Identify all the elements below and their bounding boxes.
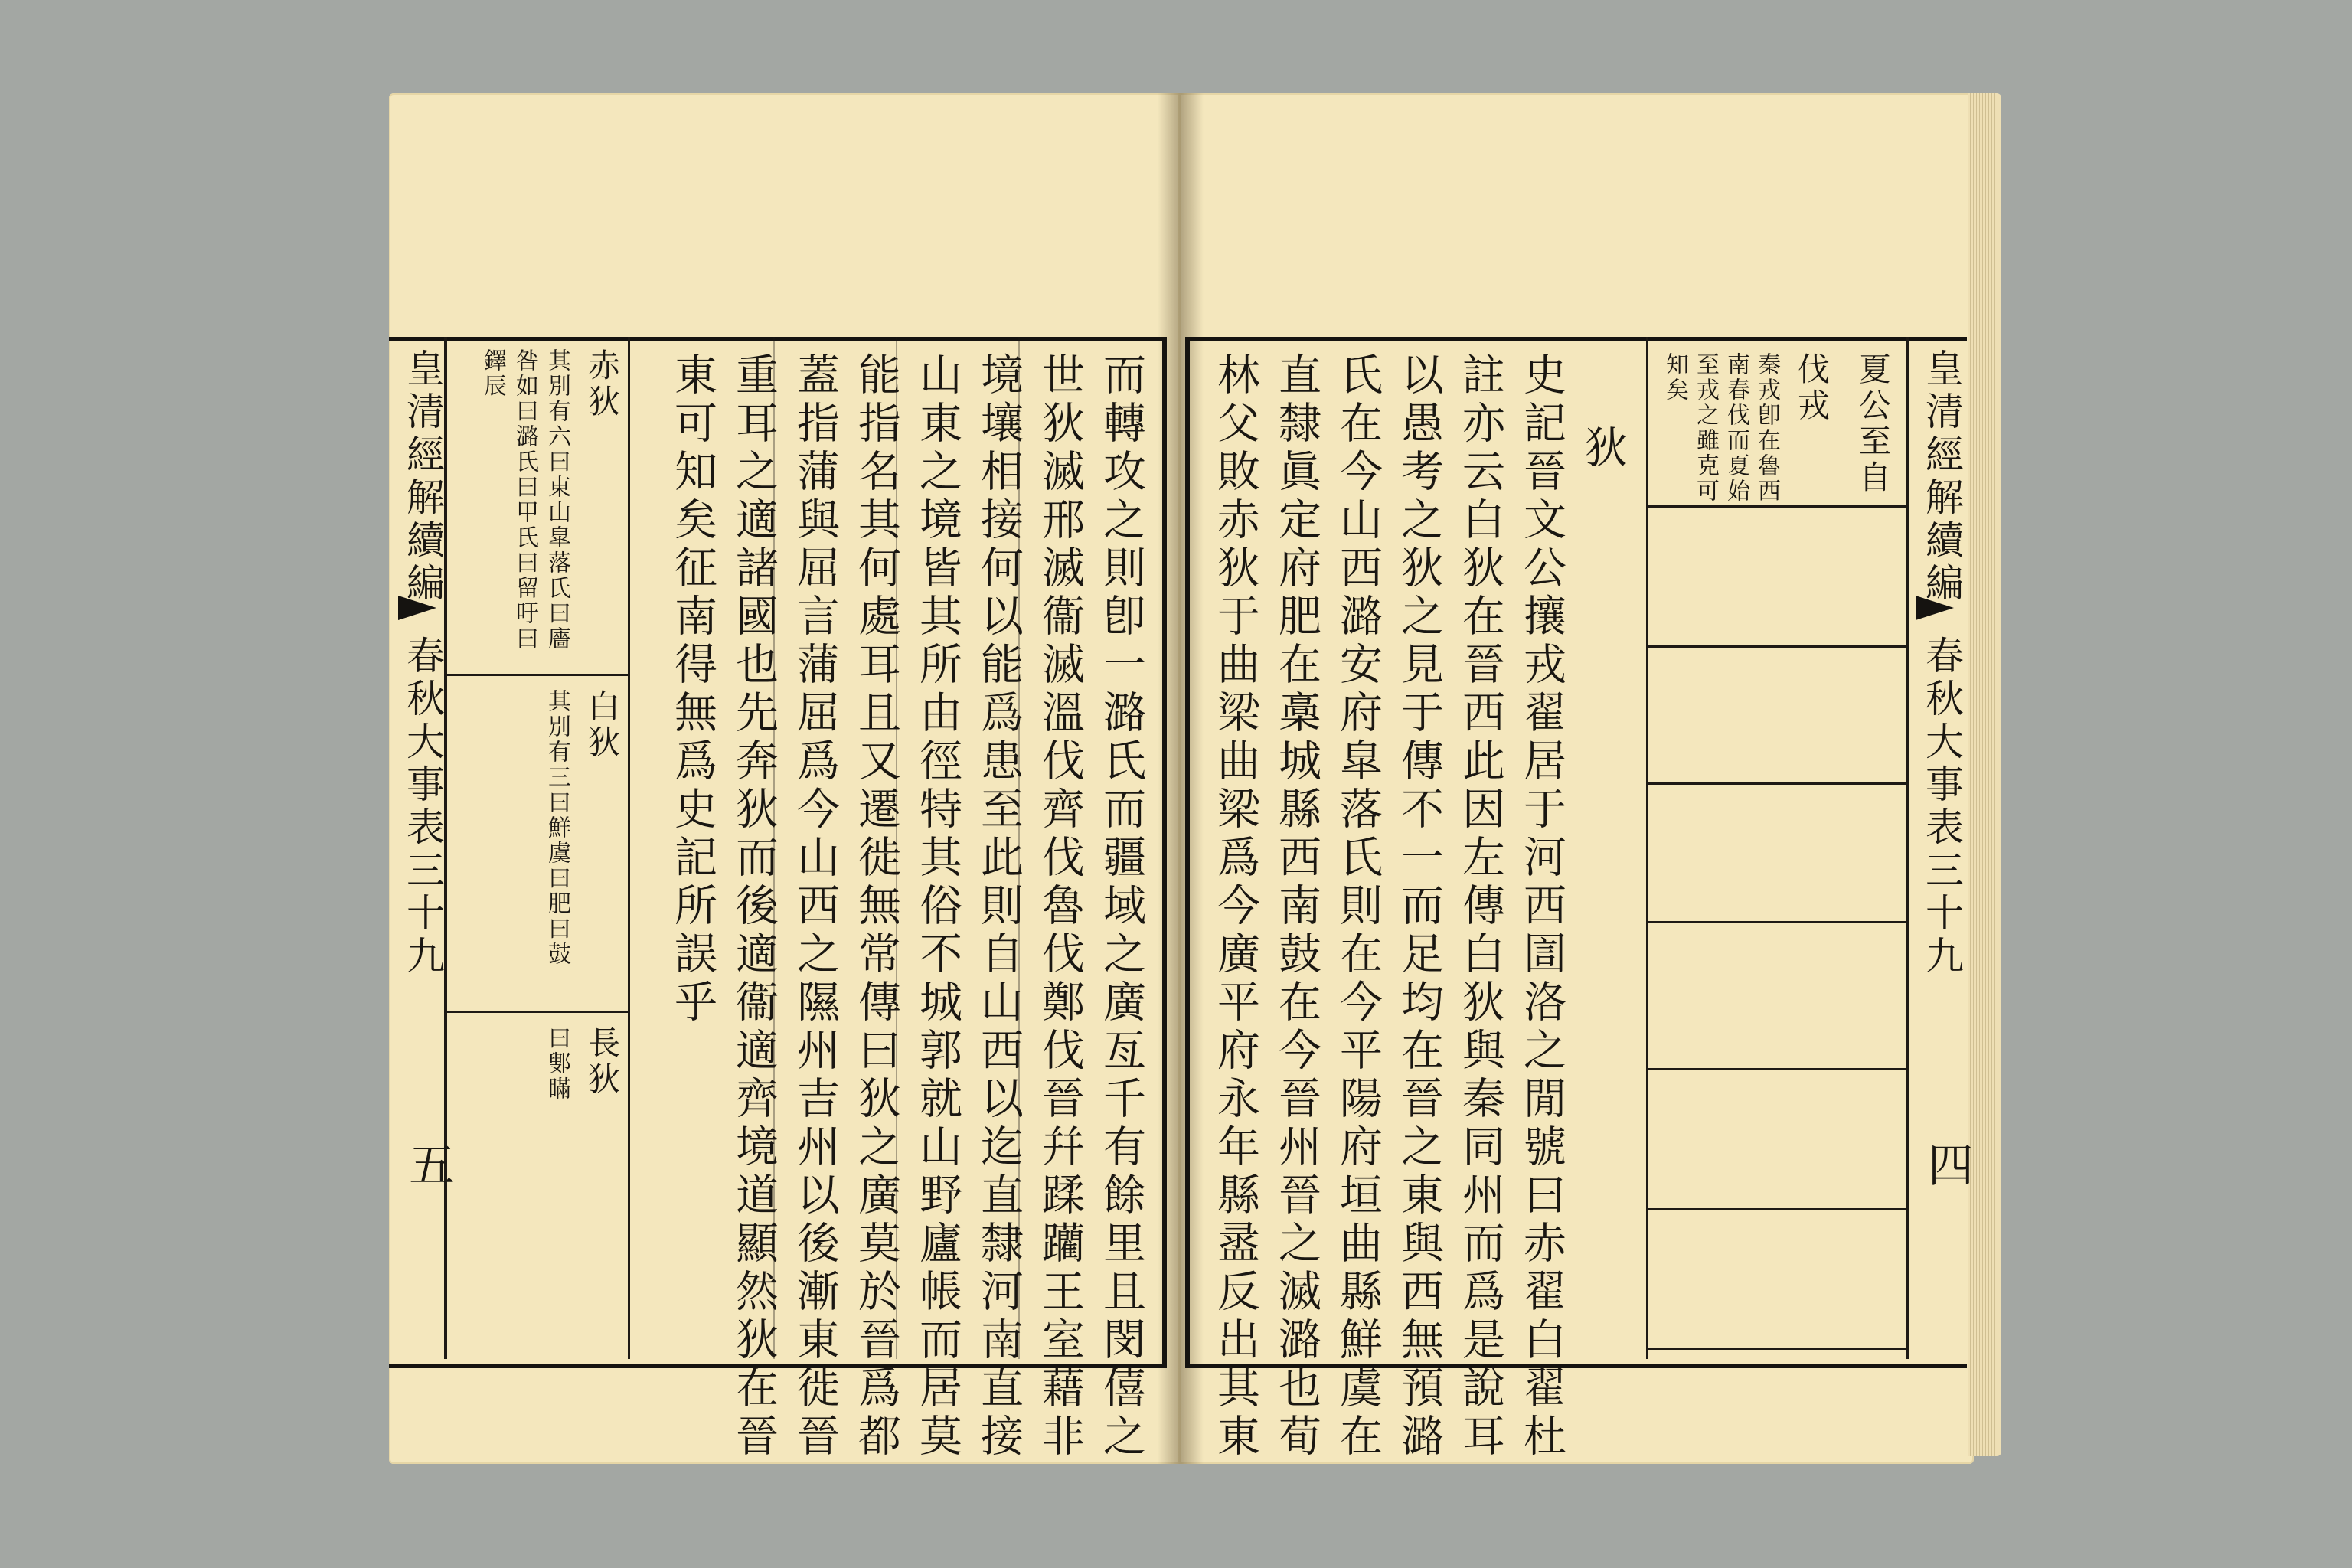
table-head-baidi: 白狄 bbox=[583, 689, 621, 761]
text-column: 氏在今山西潞安府皐落氏則在今平陽府垣曲縣鮮虞在 bbox=[1333, 352, 1383, 1462]
right-table-row-rule bbox=[1648, 505, 1906, 508]
text-column: 史記晉文公攘戎翟居于河西圁洛之閒號曰赤翟白翟杜 bbox=[1517, 352, 1566, 1462]
text-column: 而轉攻之則卽一潞氏而疆域之廣亙千有餘里且閔僖之 bbox=[1096, 352, 1146, 1462]
table-header-note-2: 南春伐而夏始 bbox=[1723, 352, 1749, 504]
text-column: 狄 bbox=[1578, 425, 1628, 473]
right-table-row-rule bbox=[1648, 921, 1906, 923]
table-header-farong: 伐戎 bbox=[1793, 352, 1831, 424]
right-table-row-rule bbox=[1648, 1348, 1906, 1350]
text-column: 重耳之適諸國也先奔狄而後適衞適齊境道顯然狄在晉 bbox=[729, 352, 779, 1462]
text-column: 蓋指蒲與屈言蒲屈爲今山西之隰州吉州以後漸東徙晉 bbox=[790, 352, 840, 1462]
right-margin-title: 皇清經解續編 bbox=[1919, 348, 1964, 606]
table-note-baidi: 其別有三曰鮮虞曰肥曰鼓 bbox=[544, 689, 570, 967]
right-table-row-rule bbox=[1648, 645, 1906, 648]
table-note-chidi-1: 其別有六曰東山皐落氏曰廧 bbox=[544, 348, 570, 652]
right-table-rule bbox=[1646, 337, 1648, 1359]
right-table-row-rule bbox=[1648, 782, 1906, 785]
left-margin-page-number: 五 bbox=[401, 1141, 455, 1191]
fish-tail-mark bbox=[1916, 596, 1954, 620]
text-column: 世狄滅邢滅衞滅溫伐齊伐魯伐鄭伐晉幷蹂躪王室藉非 bbox=[1035, 352, 1085, 1462]
table-note-chidi-2: 咎如曰潞氏曰甲氏曰留吁曰 bbox=[511, 348, 538, 652]
right-margin-section: 春秋大事表三十九 bbox=[1919, 635, 1964, 978]
left-table-rule bbox=[628, 337, 630, 1359]
table-header-note-4: 知矣 bbox=[1661, 352, 1688, 403]
text-column: 山東之境皆其所由徑特其俗不城郭就山野廬帳而居莫 bbox=[913, 352, 962, 1462]
table-head-changdi: 長狄 bbox=[583, 1026, 621, 1098]
text-column: 能指名其何處耳且又遷徙無常傳曰狄之廣莫於晉爲都 bbox=[851, 352, 901, 1462]
right-table-row-rule bbox=[1648, 1208, 1906, 1210]
table-note-changdi: 曰鄋瞞 bbox=[544, 1026, 570, 1102]
table-head-chidi: 赤狄 bbox=[583, 348, 621, 420]
table-header-xiagong: 夏公至自 bbox=[1854, 352, 1892, 496]
right-table-row-rule bbox=[1648, 1068, 1906, 1070]
left-table-row-rule-2 bbox=[447, 1011, 628, 1013]
left-margin-title: 皇清經解續編 bbox=[400, 348, 445, 606]
table-note-chidi-3: 鐸辰 bbox=[479, 348, 506, 399]
right-margin-page-number: 四 bbox=[1920, 1141, 1974, 1191]
text-column: 註亦云白狄在晉西此因左傳白狄與秦同州而爲是說耳 bbox=[1455, 352, 1505, 1462]
left-table-row-rule bbox=[447, 674, 628, 676]
fish-tail-mark bbox=[398, 596, 436, 620]
text-column: 直隸眞定府肥在槀城縣西南鼓在今晉州晉之滅潞也荀 bbox=[1272, 352, 1321, 1462]
text-column: 以愚考之狄之見于傳不一而足均在晉之東與西無預潞 bbox=[1394, 352, 1444, 1462]
right-margin-rule bbox=[1906, 337, 1909, 1359]
page-edges bbox=[1968, 93, 2001, 1456]
table-header-note-1: 秦戎卽在魯西 bbox=[1753, 352, 1780, 504]
text-column: 東可知矣征南得無爲史記所誤乎 bbox=[668, 352, 717, 1027]
table-header-note-3: 至戎之雖克可 bbox=[1692, 352, 1719, 504]
text-column: 林父敗赤狄于曲梁曲梁爲今廣平府永年縣盝反出其東 bbox=[1210, 352, 1260, 1462]
text-column: 境壤相接何以能爲患至此則自山西以迄直隸河南直接 bbox=[974, 352, 1024, 1462]
left-margin-section: 春秋大事表三十九 bbox=[400, 635, 445, 978]
